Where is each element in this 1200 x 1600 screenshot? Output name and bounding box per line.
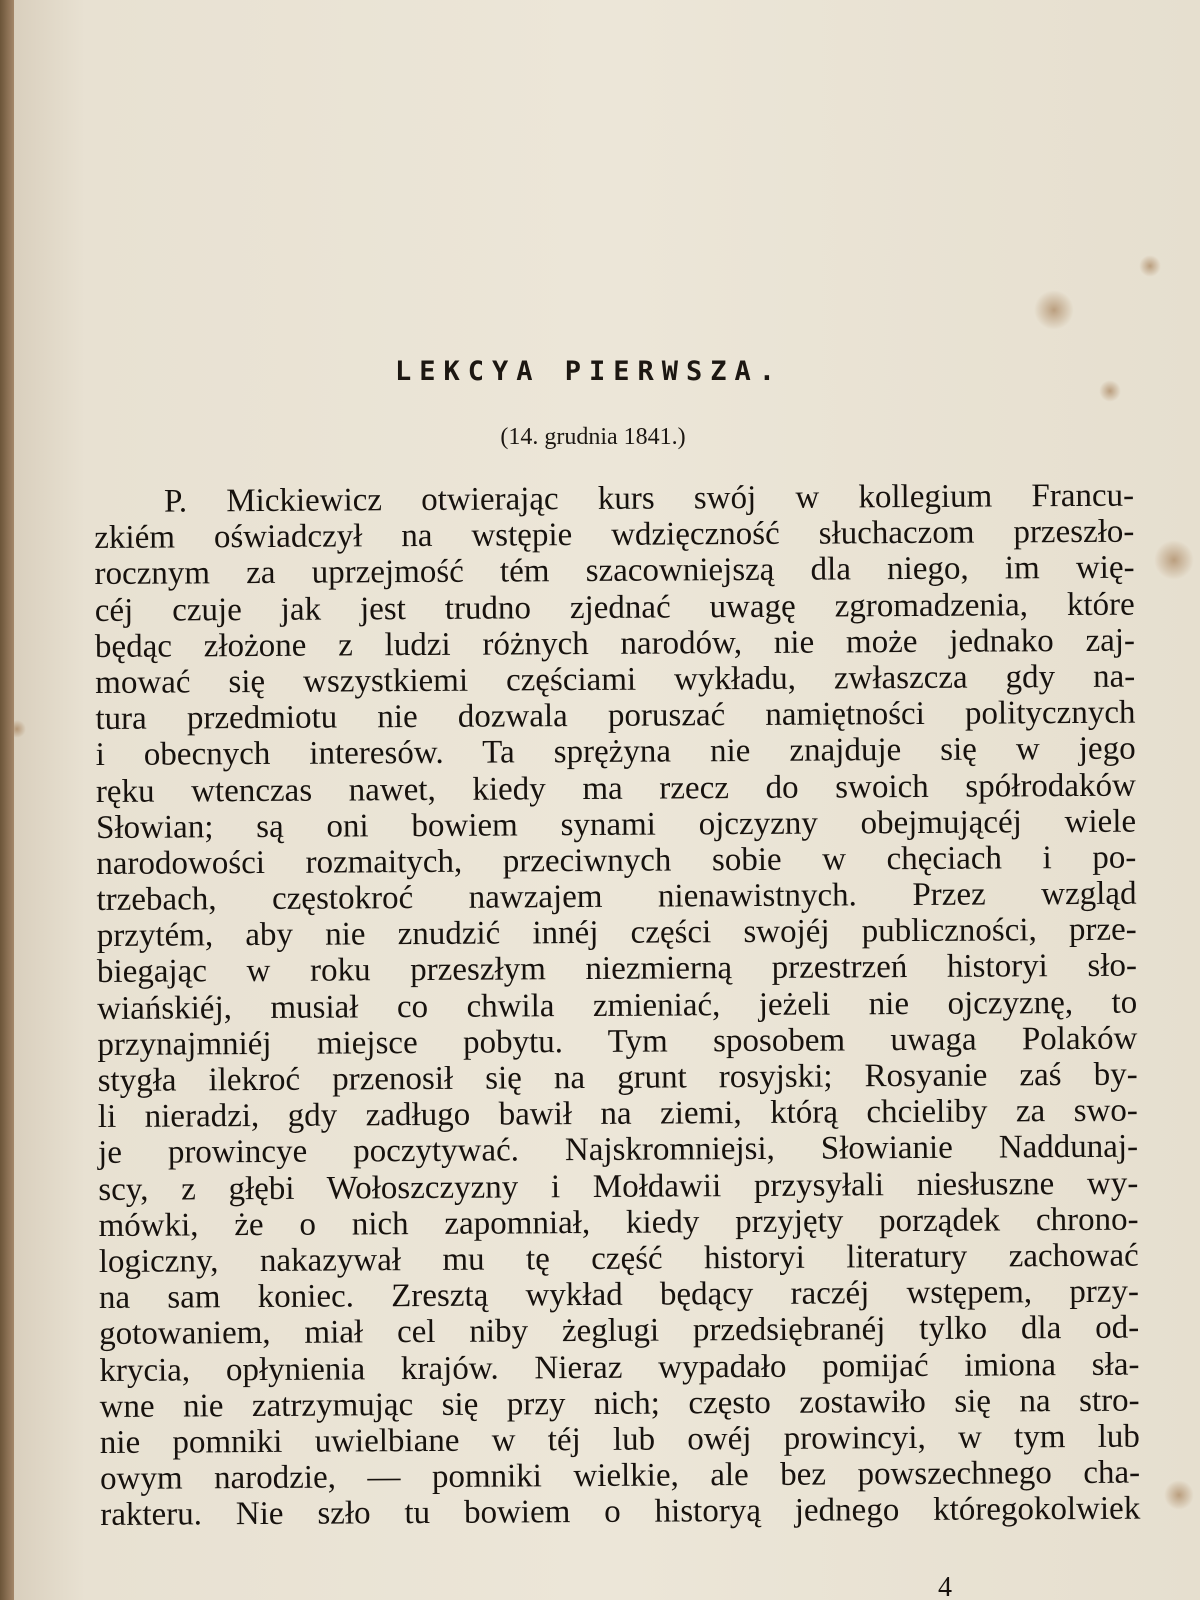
text-line: przytém, aby nie znudzić innéj części swojéj publiczności, prze- xyxy=(96,911,1137,955)
text-line: rocznym za uprzejmość tém szacowniejszą dla niego, im wię- xyxy=(94,550,1135,593)
lecture-heading: LEKCYA PIERWSZA. xyxy=(394,356,784,387)
text-line: mować się wszystkiemi częściami wykładu, zwłaszcza gdy na- xyxy=(95,658,1136,701)
text-line: będąc złożone z ludzi różnych narodów, nie może jednako zaj- xyxy=(94,622,1136,665)
body-text xyxy=(94,478,1140,1534)
text-line: mówki, że o nich zapomniał, kiedy przyjęty porządek chrono- xyxy=(98,1201,1139,1244)
text-line: logiczny, nakazywał mu tę część historyi literatury zachować xyxy=(98,1237,1139,1280)
text-line: krycia, opłynienia krajów. Nieraz wypadało pomijać imiona sła- xyxy=(99,1346,1140,1389)
text-line: céj czuje jak jest trudno zjednać uwagę zgromadzenia, które xyxy=(94,586,1135,629)
text-line: owym narodzie, — pomniki wielkie, ale bez powszechnego cha- xyxy=(99,1454,1141,1498)
text-line: narodowości rozmaitych, przeciwnych sobie w chęciach i po- xyxy=(96,839,1137,882)
lecture-date: (14. grudnia 1841.) xyxy=(500,424,686,450)
foxing-stain xyxy=(14,720,26,738)
text-line: wne nie zatrzymując się przy nich; często zostawiło się na stro- xyxy=(99,1382,1140,1425)
text-line: i obecnych interesów. Ta sprężyna nie znajduje się w jego xyxy=(95,730,1136,774)
foxing-stain xyxy=(1034,290,1074,330)
text-line: Słowian; są oni bowiem synami ojczyzny obejmującéj wiele xyxy=(95,803,1137,846)
text-line: przynajmniéj miejsce pobytu. Tym sposobem uwaga Polaków xyxy=(97,1020,1138,1063)
book-spine-edge xyxy=(0,0,14,1600)
text-line: zkiém oświadczył na wstępie wdzięczność słuchaczom przeszło- xyxy=(94,513,1135,557)
signature-mark: 4 xyxy=(938,1572,952,1600)
text-line: nie pomniki uwielbiane w téj lub owéj prowincyi, w tym lub xyxy=(99,1418,1140,1461)
text-line: je prowincye poczytywać. Najskromniejsi, Słowianie Naddunaj- xyxy=(97,1129,1139,1172)
text-line: trzebach, częstokroć nawzajem nienawistnych. Przez wzgląd xyxy=(96,875,1137,919)
book-page xyxy=(14,0,1200,1600)
text-line: tura przedmiotu nie dozwala poruszać namiętności politycznych xyxy=(95,694,1136,738)
foxing-stain xyxy=(1139,255,1161,277)
text-line: na sam koniec. Zresztą wykład będący raczéj wstępem, przy- xyxy=(98,1273,1140,1317)
text-line: gotowaniem, miał cel niby żeglugi przedsiębranéj tylko dla od- xyxy=(99,1309,1140,1353)
foxing-stain xyxy=(1154,540,1194,580)
text-line: scy, z głębi Wołoszczyzny i Mołdawii przysyłali niesłuszne wy- xyxy=(98,1165,1139,1208)
text-line: ręku wtenczas nawet, kiedy ma rzecz do swoich spółrodaków xyxy=(95,767,1136,810)
text-line: biegając w roku przeszłym niezmierną przestrzeń historyi sło- xyxy=(96,948,1138,991)
text-line: stygła ilekroć przenosił się na grunt rosyjski; Rosyanie zaś by- xyxy=(97,1056,1138,1099)
text-line: rakteru. Nie szło tu bowiem o historyą jednego któregokolwiek xyxy=(100,1490,1141,1534)
foxing-stain xyxy=(1164,1480,1194,1510)
text-line: wiańskiéj, musiał co chwila zmieniać, jeżeli nie ojczyznę, to xyxy=(97,984,1138,1027)
text-line: li nieradzi, gdy zadługo bawił na ziemi, którą chcieliby za swo- xyxy=(97,1092,1138,1136)
text-line: P. Mickiewicz otwierając kurs swój w kollegium Francu- xyxy=(163,477,1135,520)
